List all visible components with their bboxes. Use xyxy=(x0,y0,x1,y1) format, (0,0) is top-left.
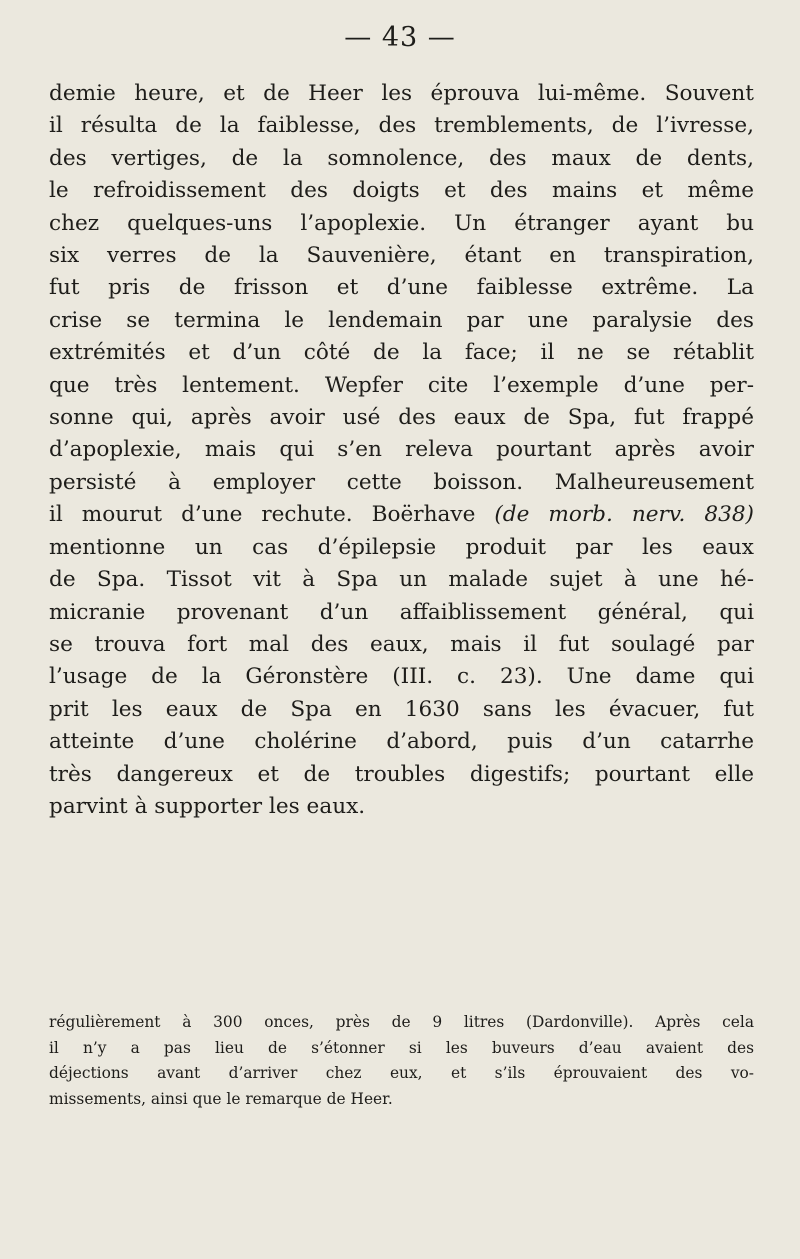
body-line: l’usage de la Géronstère (III. c. 23). Une dame qui xyxy=(49,664,754,690)
footnote-line: il n’y a pas lieu de s’étonner si les buveurs d’eau avaient des xyxy=(49,1038,754,1057)
body-line: atteinte d’une cholérine d’abord, puis d’un catarrhe xyxy=(49,729,754,755)
body-line: très dangereux et de troubles digestifs; pourtant elle xyxy=(49,761,754,787)
body-line: de Spa. Tissot vit à Spa un malade sujet à une hé- xyxy=(49,567,754,593)
body-line: fut pris de frisson et d’une faiblesse extrême. La xyxy=(49,275,754,301)
body-line-with-citation xyxy=(49,499,754,531)
body-line: mentionne un cas d’épilepsie produit par les eaux xyxy=(49,534,754,560)
page-number: — 43 — xyxy=(344,22,456,53)
body-line: persisté à employer cette boisson. Malheureusement xyxy=(49,469,754,495)
body-line: que très lentement. Wepfer cite l’exemple d’une per- xyxy=(49,372,754,398)
body-line: se trouva fort mal des eaux, mais il fut soulagé par xyxy=(49,631,754,657)
body-line: il résulta de la faiblesse, des tremblements, de l’ivresse, xyxy=(49,113,754,139)
footnote-line: régulièrement à 300 onces, près de 9 litres (Dardonville). Après cela xyxy=(49,1013,754,1031)
body-line: sonne qui, après avoir usé des eaux de Spa, fut frappé xyxy=(49,405,754,431)
footnote-line: missements, ainsi que le remarque de Heer. xyxy=(49,1089,393,1108)
body-line: le refroidissement des doigts et des mains et même xyxy=(49,178,754,204)
body-line: chez quelques-uns l’apoplexie. Un étranger ayant bu xyxy=(49,210,754,236)
body-line: micranie provenant d’un affaiblissement général, qui xyxy=(49,599,754,625)
body-line: des vertiges, de la somnolence, des maux de dents, xyxy=(49,145,754,171)
body-line: parvint à supporter les eaux. xyxy=(49,793,366,819)
body-line: demie heure, et de Heer les éprouva lui-même. Souvent xyxy=(49,81,754,106)
body-line: crise se termina le lendemain par une paralysie des xyxy=(49,307,754,333)
footnote xyxy=(49,1010,754,1112)
citation: (de morb. nerv. 838) xyxy=(494,502,754,528)
body-line-text: il mourut d’une rechute. Boërhave xyxy=(49,502,476,528)
footnote-line: déjections avant d’arriver chez eux, et s’ils éprouvaient des vo- xyxy=(49,1064,754,1082)
body-line: prit les eaux de Spa en 1630 sans les évacuer, fut xyxy=(49,696,754,722)
body-line: extrémités et d’un côté de la face; il ne se rétablit xyxy=(49,340,754,366)
body-line: six verres de la Sauvenière, étant en transpiration, xyxy=(49,243,754,269)
body-line: d’apoplexie, mais qui s’en releva pourtant après avoir xyxy=(49,437,754,463)
body-paragraph xyxy=(49,78,754,823)
